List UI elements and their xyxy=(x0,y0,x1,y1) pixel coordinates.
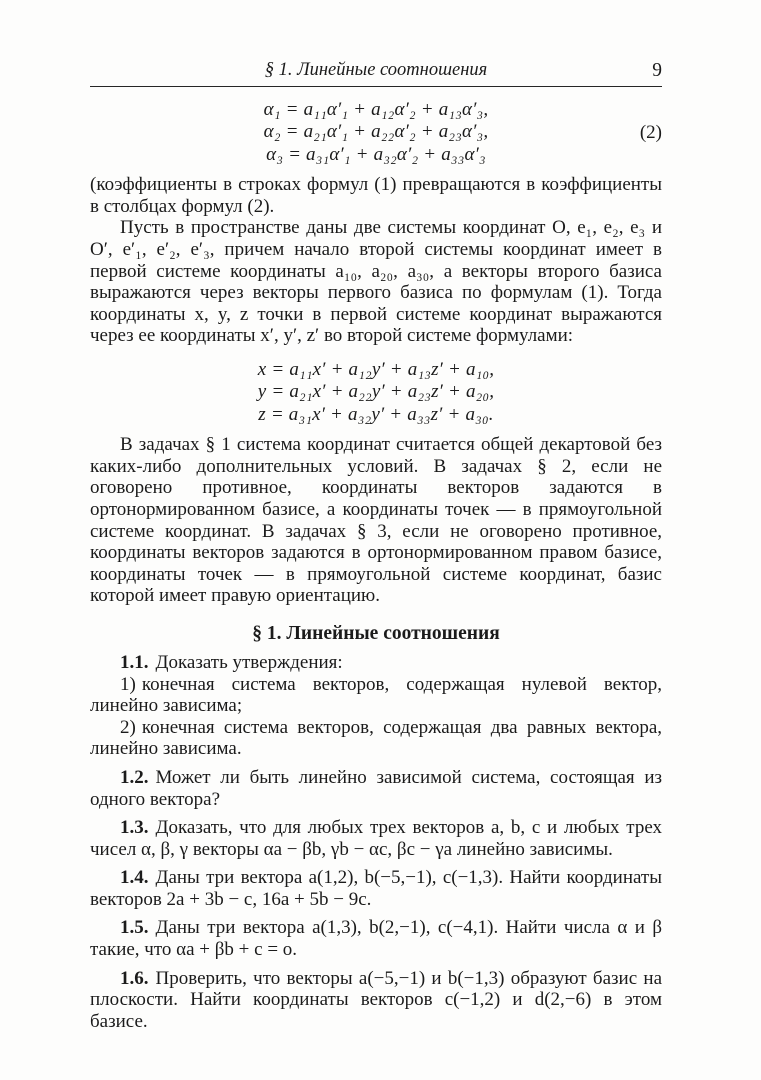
problem-number: 1.4. xyxy=(120,867,149,889)
equation-system-2 xyxy=(90,99,662,166)
problem-number: 1.1. xyxy=(120,651,149,673)
problem-1-1-item-2 xyxy=(90,717,662,760)
problem-text: Доказать, что для любых трех векторов a, b, c и любых трех чисел α, β, γ векторы αa − βb, γb − αc, βc − γa линейно зависимы. xyxy=(90,817,662,860)
problem-1-5 xyxy=(90,917,662,960)
page-number: 9 xyxy=(652,60,662,81)
subitem-number: 1) xyxy=(120,673,136,695)
running-head xyxy=(90,60,662,84)
problem-number: 1.5. xyxy=(120,917,149,939)
problem-1-2 xyxy=(90,767,662,810)
equation-number: (2) xyxy=(639,121,662,143)
problem-1-1-item-1 xyxy=(90,674,662,717)
problem-text: Проверить, что векторы a(−5,−1) и b(−1,3) образуют базис на плоскости. Найти координаты векторов c(−1,2) и d(2,−6) в этом базисе. xyxy=(90,967,662,1032)
equation-line: α₂ = a₂₁α′₁ + a₂₂α′₂ + a₂₃α′₃, xyxy=(263,121,489,143)
problem-1-4 xyxy=(90,867,662,910)
problem-number: 1.2. xyxy=(120,766,149,788)
section-heading: § 1. Линейные соотношения xyxy=(252,622,500,644)
paragraph-coordinate-systems: Пусть в пространстве даны две системы координат O, e₁, e₂, e₃ и O′, e′₁, e′₂, e′₃, причем начало второй системы координат имеет в первой системе координаты a₁₀, a₂₀, a₃₀, а векторы второго базиса выражаются через векторы первого базиса по формулам (1). Тогда координаты x, y, z точки в первой системе координат выражаются через ее координаты x′, y′, z′ во второй системе формулами: xyxy=(90,217,662,347)
problem-1-3 xyxy=(90,817,662,860)
paragraph-coefficients-note: (коэффициенты в строках формул (1) превращаются в коэффициенты в столбцах формул (2). xyxy=(90,174,662,217)
equation-line: y = a₂₁x′ + a₂₂y′ + a₂₃z′ + a₂₀, xyxy=(257,381,495,403)
problem-number: 1.3. xyxy=(120,817,149,839)
equation-line: z = a₃₁x′ + a₃₂y′ + a₃₃z′ + a₃₀. xyxy=(258,403,494,425)
problem-text: конечная система векторов, содержащая нулевой вектор, линейно зависима; xyxy=(90,673,662,717)
paragraph-conventions: В задачах § 1 система координат считается общей декартовой без каких-либо дополнительных условий. В задачах § 2, если не оговорено противное, координаты векторов задаются в ортонормированном базисе, а координаты точек — в прямоугольной системе координат. В задачах § 3, если не оговорено противное, координаты векторов задаются в ортонормированном правом базисе, координаты точек — в прямоугольной системе координат, базис которой имеет правую ориентацию. xyxy=(90,434,662,607)
problem-text: конечная система векторов, содержащая два равных вектора, линейно зависима. xyxy=(90,716,662,760)
header-rule xyxy=(90,86,662,87)
problem-text: Доказать утверждения: xyxy=(155,651,343,673)
subitem-number: 2) xyxy=(120,716,136,738)
problem-1-1 xyxy=(90,652,662,674)
problem-1-6 xyxy=(90,968,662,1033)
equation-line: α₃ = a₃₁α′₁ + a₃₂α′₂ + a₃₃α′₃ xyxy=(266,143,486,165)
equation-line: α₁ = a₁₁α′₁ + a₁₂α′₂ + a₁₃α′₃, xyxy=(263,99,489,120)
running-head-title: § 1. Линейные соотношения xyxy=(264,60,488,80)
problem-text: Даны три вектора a(1,3), b(2,−1), c(−4,1). Найти числа α и β такие, что αa + βb + c = o. xyxy=(90,917,662,961)
equation-line: x = a₁₁x′ + a₁₂y′ + a₁₃z′ + a₁₀, xyxy=(257,358,495,380)
problem-number: 1.6. xyxy=(120,967,149,989)
problem-text: Может ли быть линейно зависимой система, состоящая из одного вектора? xyxy=(90,766,662,810)
problem-text: Даны три вектора a(1,2), b(−5,−1), c(−1,3). Найти координаты векторов 2a + 3b − c, 16a + 5b − 9c. xyxy=(90,867,662,910)
equation-system-coords xyxy=(90,359,662,426)
